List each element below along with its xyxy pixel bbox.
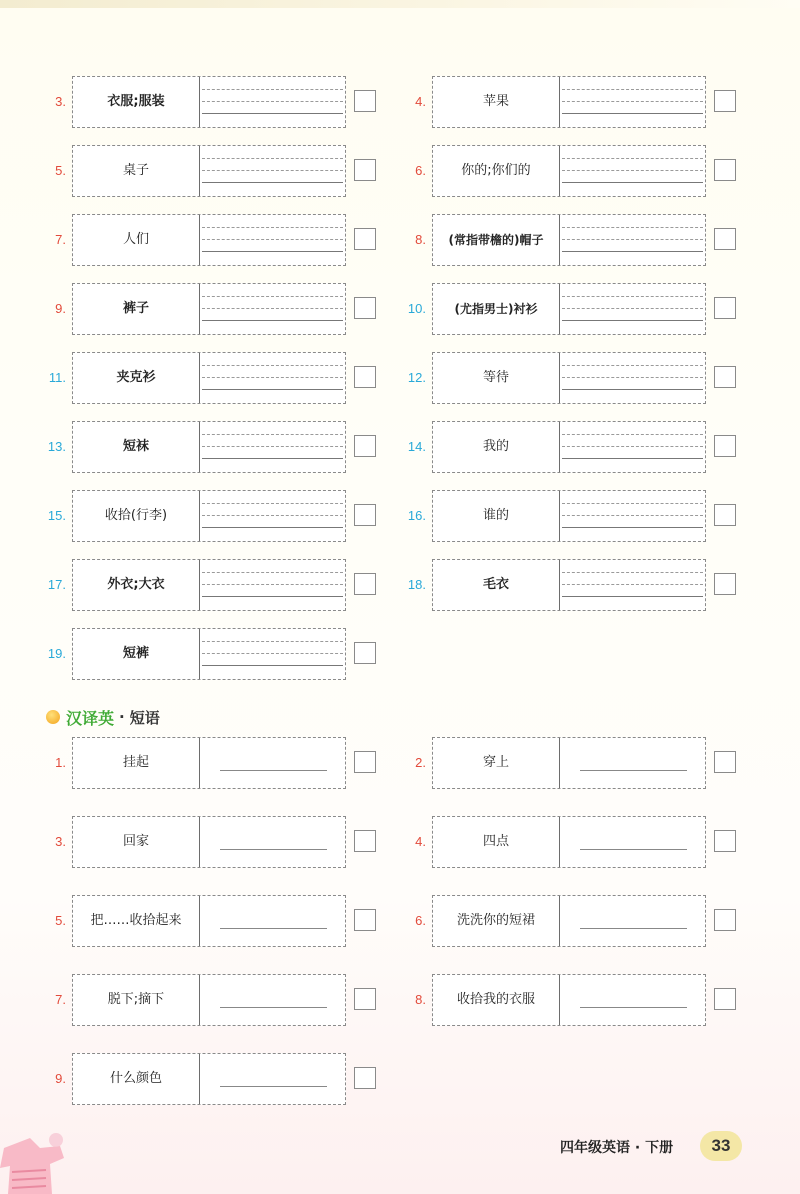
word-item [394, 145, 744, 197]
item-number: 2. [415, 755, 426, 770]
writing-line [562, 239, 703, 240]
writing-line [202, 377, 343, 378]
book-title: 四年级英语 · 下册 [560, 1140, 674, 1156]
writing-line [220, 849, 327, 850]
writing-line [202, 101, 343, 102]
check-box[interactable] [714, 830, 736, 852]
section-subtitle: 短语 [129, 708, 160, 727]
word-item [394, 283, 744, 335]
writing-line [562, 503, 703, 504]
writing-line [562, 308, 703, 309]
word-item [394, 352, 744, 404]
answer-writing-lines[interactable] [560, 491, 705, 541]
item-number: 9. [55, 1071, 66, 1086]
item-number: 6. [415, 913, 426, 928]
item-number: 15. [47, 508, 66, 523]
answer-writing-lines[interactable] [560, 77, 705, 127]
check-box[interactable] [354, 159, 376, 181]
phrase-card [432, 816, 706, 868]
writing-line [562, 572, 703, 573]
item-number: 8. [415, 992, 426, 1007]
word-card [72, 283, 346, 335]
answer-writing-lines[interactable] [200, 560, 345, 610]
writing-line [202, 503, 343, 504]
writing-line [562, 251, 703, 252]
chinese-word: 你的;你们的 [433, 146, 560, 196]
check-box[interactable] [354, 504, 376, 526]
answer-writing-line[interactable] [200, 1054, 345, 1104]
chinese-word: 等待 [433, 353, 560, 403]
answer-writing-line[interactable] [560, 975, 705, 1025]
phrase-item [34, 737, 384, 789]
section-header-phrases [46, 704, 160, 730]
chinese-word: 收拾(行李) [73, 491, 200, 541]
phrase-item [394, 974, 744, 1026]
phrase-card [72, 816, 346, 868]
chinese-word: 苹果 [433, 77, 560, 127]
writing-line [202, 572, 343, 573]
word-card [432, 145, 706, 197]
check-box[interactable] [714, 573, 736, 595]
word-item [34, 559, 384, 611]
word-item [34, 490, 384, 542]
word-item [34, 421, 384, 473]
phrase-item [394, 895, 744, 947]
word-card [432, 283, 706, 335]
writing-line [202, 641, 343, 642]
phrase-card [72, 1053, 346, 1105]
word-card [72, 628, 346, 680]
chinese-word: 夹克衫 [73, 353, 200, 403]
writing-line [580, 928, 687, 929]
check-box[interactable] [354, 228, 376, 250]
item-number: 7. [55, 232, 66, 247]
item-number: 14. [407, 439, 426, 454]
writing-line [202, 527, 343, 528]
writing-line [562, 527, 703, 528]
check-box[interactable] [714, 366, 736, 388]
word-card [432, 76, 706, 128]
phrase-card [72, 895, 346, 947]
answer-writing-line[interactable] [560, 817, 705, 867]
chinese-phrase: 穿上 [433, 738, 560, 788]
writing-line [220, 928, 327, 929]
writing-line [562, 113, 703, 114]
item-number: 5. [55, 163, 66, 178]
check-box[interactable] [714, 297, 736, 319]
item-number: 12. [407, 370, 426, 385]
phrase-card [432, 974, 706, 1026]
answer-writing-line[interactable] [560, 896, 705, 946]
phrase-card [72, 737, 346, 789]
answer-writing-lines[interactable] [560, 215, 705, 265]
check-box[interactable] [354, 909, 376, 931]
phrase-card [432, 895, 706, 947]
chinese-word: 短裤 [73, 629, 200, 679]
word-item [394, 490, 744, 542]
chinese-phrase: 洗洗你的短裙 [433, 896, 560, 946]
writing-line [202, 182, 343, 183]
word-card [432, 559, 706, 611]
section-separator: · [119, 708, 125, 726]
writing-line [202, 665, 343, 666]
writing-line [562, 584, 703, 585]
check-box[interactable] [714, 751, 736, 773]
writing-line [562, 296, 703, 297]
word-card [432, 490, 706, 542]
answer-writing-line[interactable] [200, 896, 345, 946]
chinese-word: 桌子 [73, 146, 200, 196]
phrase-item [394, 816, 744, 868]
word-card [72, 145, 346, 197]
chinese-word: (常指带檐的)帽子 [433, 215, 560, 265]
writing-line [220, 1007, 327, 1008]
writing-line [562, 227, 703, 228]
writing-line [202, 458, 343, 459]
writing-line [202, 320, 343, 321]
answer-writing-lines[interactable] [200, 422, 345, 472]
check-box[interactable] [354, 988, 376, 1010]
writing-line [562, 170, 703, 171]
writing-line [562, 89, 703, 90]
check-box[interactable] [354, 366, 376, 388]
phrase-item [34, 1053, 384, 1105]
chinese-phrase: 什么颜色 [73, 1054, 200, 1104]
item-number: 11. [48, 370, 66, 385]
answer-writing-lines[interactable] [200, 284, 345, 334]
writing-line [202, 251, 343, 252]
word-card [432, 352, 706, 404]
chinese-phrase: 把……收拾起来 [73, 896, 200, 946]
writing-line [562, 320, 703, 321]
word-item [34, 283, 384, 335]
item-number: 16. [407, 508, 426, 523]
writing-line [202, 296, 343, 297]
answer-writing-lines[interactable] [200, 215, 345, 265]
chinese-phrase: 回家 [73, 817, 200, 867]
writing-line [220, 770, 327, 771]
answer-writing-line[interactable] [200, 738, 345, 788]
chinese-word: 短袜 [73, 422, 200, 472]
word-item [34, 352, 384, 404]
writing-line [562, 158, 703, 159]
writing-line [580, 849, 687, 850]
check-box[interactable] [714, 504, 736, 526]
phrase-item [34, 816, 384, 868]
writing-line [562, 101, 703, 102]
writing-line [202, 515, 343, 516]
check-box[interactable] [354, 297, 376, 319]
answer-writing-lines[interactable] [200, 491, 345, 541]
answer-writing-lines[interactable] [560, 284, 705, 334]
answer-writing-lines[interactable] [560, 353, 705, 403]
word-card [72, 559, 346, 611]
check-box[interactable] [714, 435, 736, 457]
chinese-phrase: 四点 [433, 817, 560, 867]
chinese-word: 衣服;服装 [73, 77, 200, 127]
writing-line [202, 158, 343, 159]
writing-line [580, 1007, 687, 1008]
item-number: 5. [55, 913, 66, 928]
writing-line [562, 515, 703, 516]
chinese-word: 裤子 [73, 284, 200, 334]
answer-writing-lines[interactable] [200, 629, 345, 679]
word-card [72, 76, 346, 128]
check-box[interactable] [714, 90, 736, 112]
word-item [34, 628, 384, 680]
chinese-word: 外衣;大衣 [73, 560, 200, 610]
check-box[interactable] [354, 1067, 376, 1089]
check-box[interactable] [354, 90, 376, 112]
writing-line [202, 227, 343, 228]
item-number: 7. [55, 992, 66, 1007]
word-card [72, 214, 346, 266]
writing-line [562, 596, 703, 597]
phrase-card [432, 737, 706, 789]
answer-writing-lines[interactable] [200, 146, 345, 196]
item-number: 18. [407, 577, 426, 592]
chinese-word: 毛衣 [433, 560, 560, 610]
item-number: 4. [415, 834, 426, 849]
check-box[interactable] [714, 988, 736, 1010]
chinese-word: 谁的 [433, 491, 560, 541]
phrase-item [394, 737, 744, 789]
writing-line [202, 365, 343, 366]
sweater-illustration [0, 1108, 70, 1194]
item-number: 6. [415, 163, 426, 178]
item-number: 17. [47, 577, 66, 592]
word-item [394, 421, 744, 473]
writing-line [202, 170, 343, 171]
answer-writing-line[interactable] [560, 738, 705, 788]
writing-line [202, 389, 343, 390]
phrase-item [34, 974, 384, 1026]
writing-line [202, 596, 343, 597]
word-card [72, 421, 346, 473]
item-number: 3. [55, 94, 66, 109]
page-number: 33 [700, 1131, 742, 1161]
word-item [34, 76, 384, 128]
writing-line [202, 653, 343, 654]
chinese-phrase: 挂起 [73, 738, 200, 788]
writing-line [562, 434, 703, 435]
writing-line [562, 389, 703, 390]
chinese-phrase: 收拾我的衣服 [433, 975, 560, 1025]
item-number: 8. [415, 232, 426, 247]
item-number: 10. [407, 301, 426, 316]
writing-line [562, 377, 703, 378]
word-item [394, 76, 744, 128]
word-item [34, 214, 384, 266]
answer-writing-lines[interactable] [200, 353, 345, 403]
item-number: 19. [47, 646, 66, 661]
writing-line [562, 365, 703, 366]
writing-line [580, 770, 687, 771]
writing-line [202, 308, 343, 309]
bullet-icon [46, 710, 60, 724]
answer-writing-lines[interactable] [200, 77, 345, 127]
writing-line [562, 182, 703, 183]
answer-writing-line[interactable] [200, 975, 345, 1025]
chinese-phrase: 脱下;摘下 [73, 975, 200, 1025]
check-box[interactable] [354, 830, 376, 852]
check-box[interactable] [354, 435, 376, 457]
writing-line [202, 113, 343, 114]
item-number: 4. [415, 94, 426, 109]
phrase-item [34, 895, 384, 947]
writing-line [202, 89, 343, 90]
answer-writing-lines[interactable] [560, 146, 705, 196]
word-item [34, 145, 384, 197]
check-box[interactable] [714, 909, 736, 931]
item-number: 9. [55, 301, 66, 316]
chinese-word: 人们 [73, 215, 200, 265]
check-box[interactable] [714, 228, 736, 250]
word-item [394, 559, 744, 611]
check-box[interactable] [354, 642, 376, 664]
writing-line [202, 239, 343, 240]
word-card [432, 214, 706, 266]
writing-line [562, 446, 703, 447]
word-card [432, 421, 706, 473]
word-item [394, 214, 744, 266]
answer-writing-line[interactable] [200, 817, 345, 867]
writing-line [220, 1086, 327, 1087]
writing-line [202, 434, 343, 435]
check-box[interactable] [354, 573, 376, 595]
section-title: 汉译英 [66, 708, 115, 728]
chinese-word: (尤指男士)衬衫 [433, 284, 560, 334]
writing-line [202, 584, 343, 585]
word-card [72, 352, 346, 404]
writing-line [562, 458, 703, 459]
phrase-card [72, 974, 346, 1026]
answer-writing-lines[interactable] [560, 560, 705, 610]
answer-writing-lines[interactable] [560, 422, 705, 472]
item-number: 1. [55, 755, 66, 770]
item-number: 3. [55, 834, 66, 849]
writing-line [202, 446, 343, 447]
check-box[interactable] [354, 751, 376, 773]
chinese-word: 我的 [433, 422, 560, 472]
check-box[interactable] [714, 159, 736, 181]
word-card [72, 490, 346, 542]
item-number: 13. [47, 439, 66, 454]
